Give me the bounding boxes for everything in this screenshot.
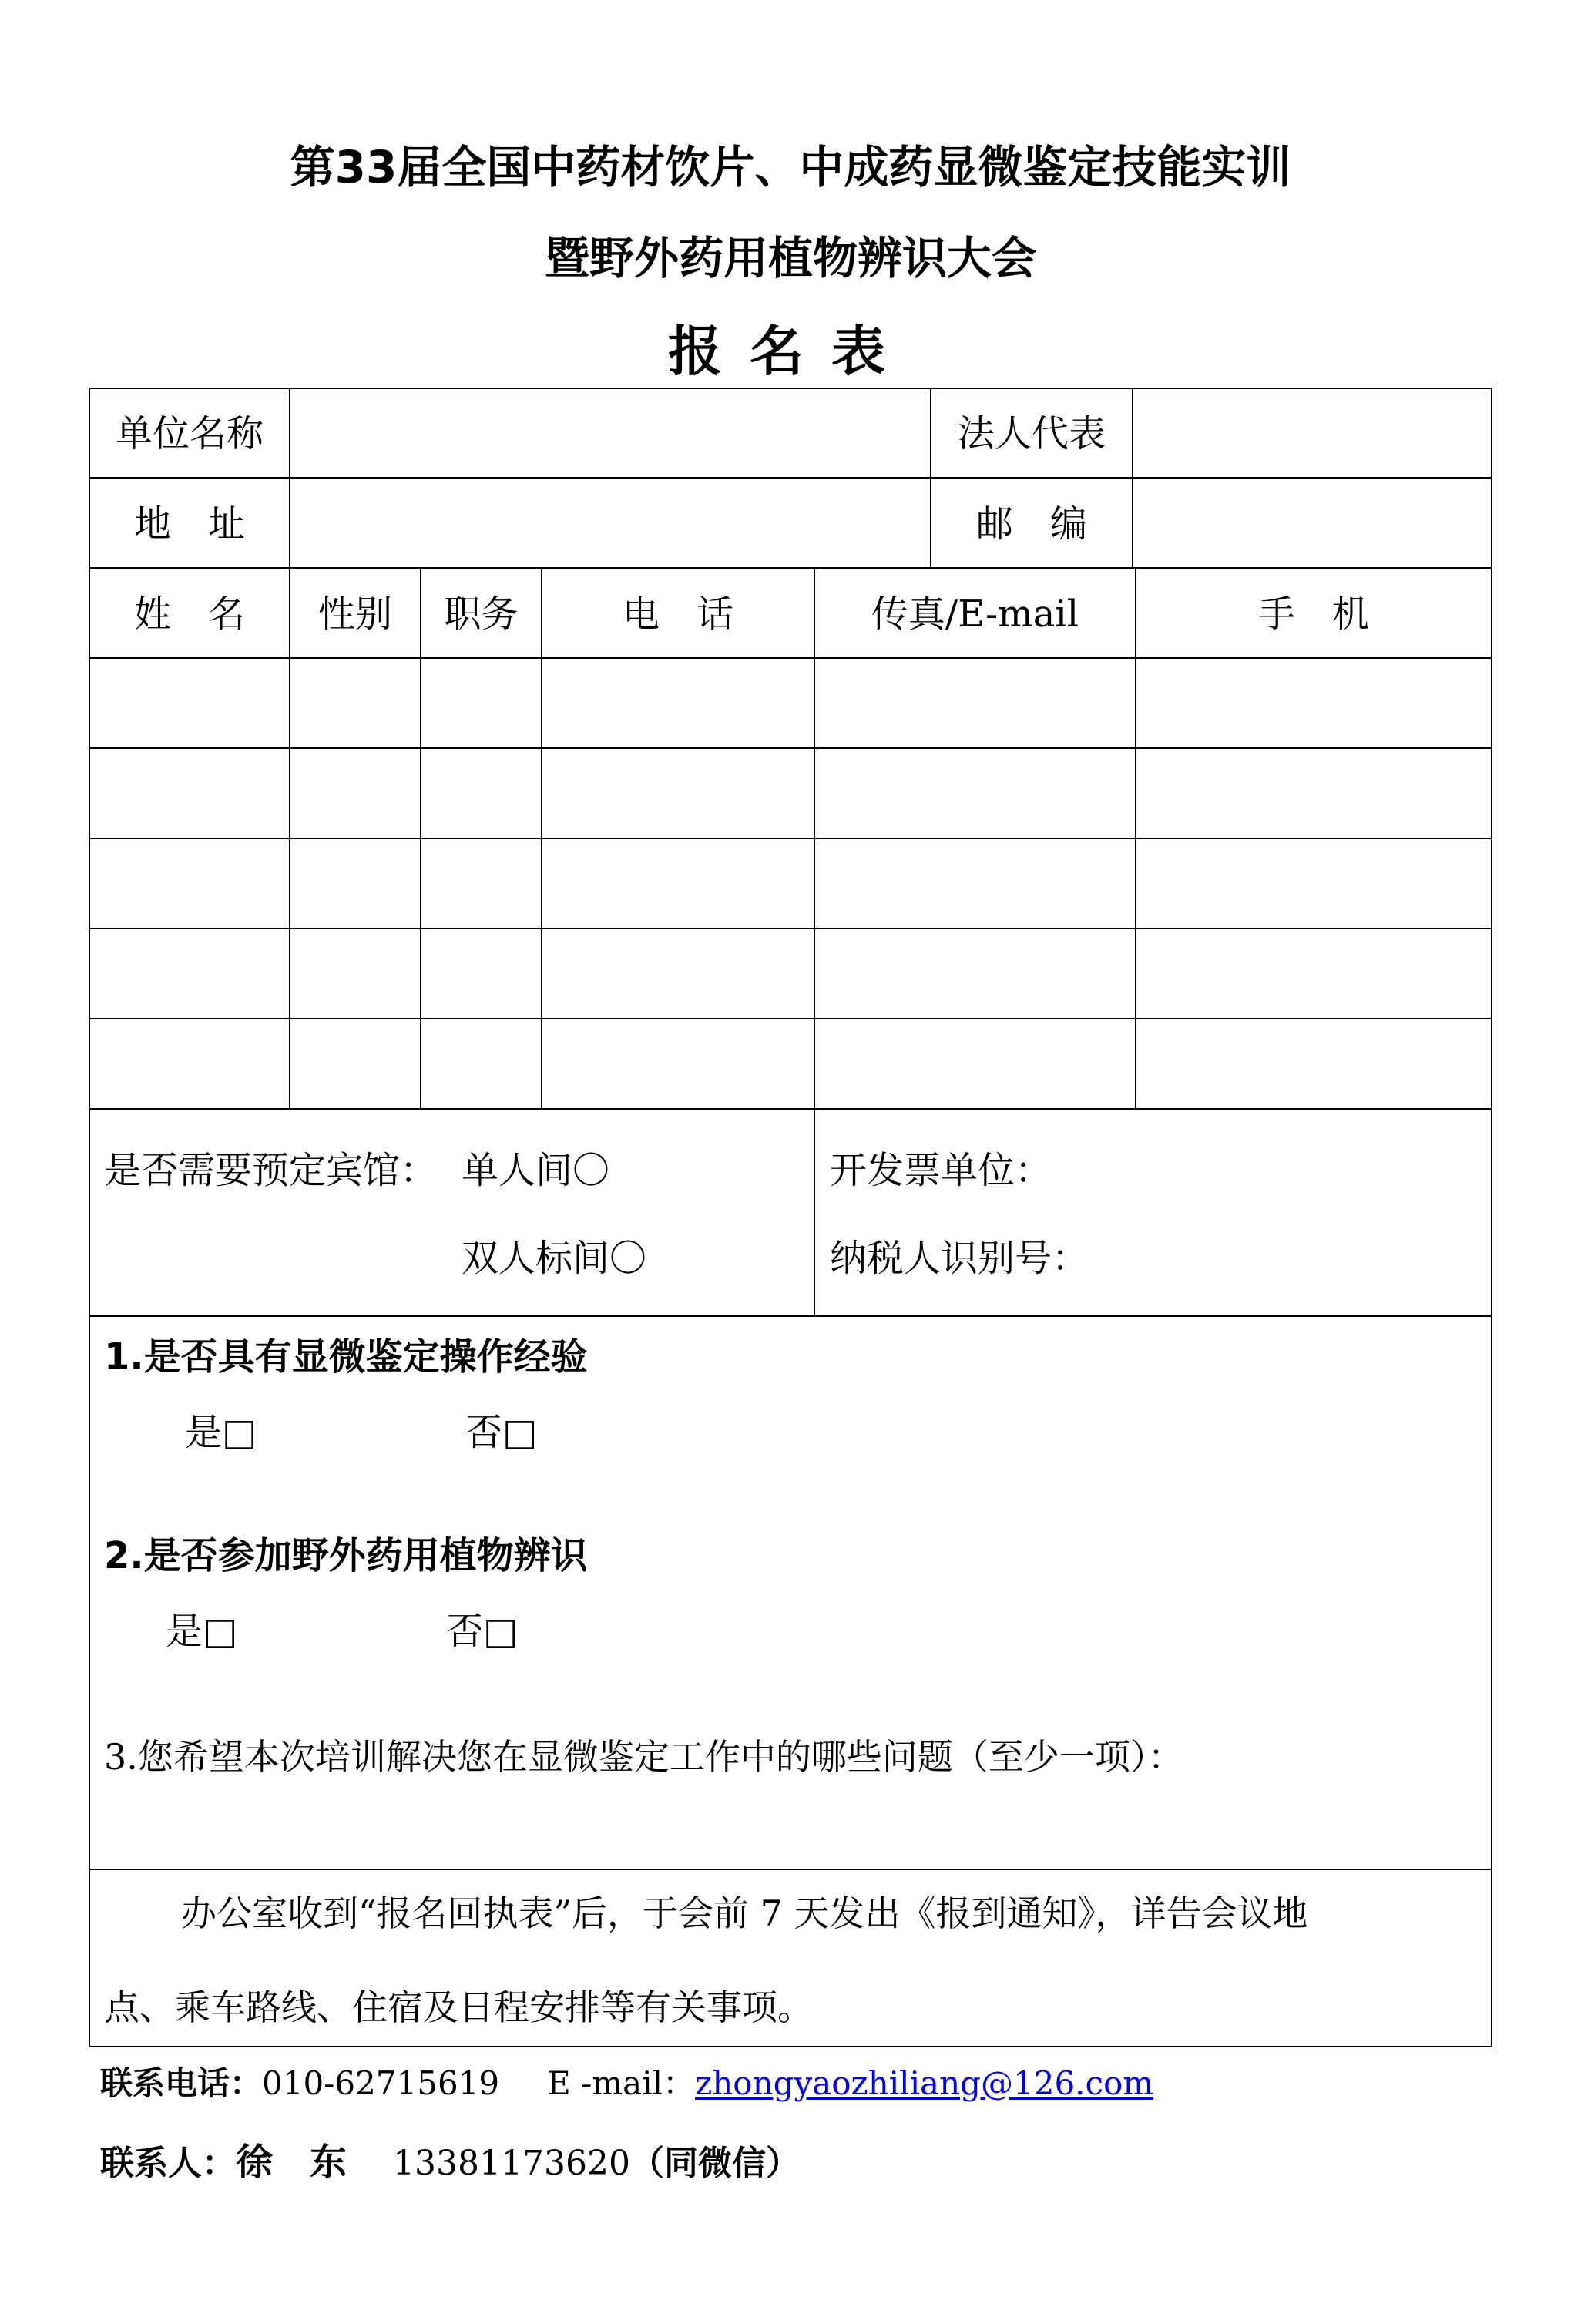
col-divider	[289, 389, 290, 567]
address-label: 地 址	[133, 502, 245, 546]
form-title: 报名表	[668, 320, 913, 383]
q2-no-checkbox[interactable]: 否□	[446, 1610, 519, 1653]
col-header-phone: 电 话	[622, 593, 733, 636]
row-divider	[90, 1315, 1491, 1317]
col-header-position: 职务	[444, 593, 519, 636]
legal-rep-label: 法人代表	[957, 412, 1106, 455]
col-header-gender: 性别	[317, 593, 392, 636]
col-divider	[420, 567, 421, 1108]
phone-label: 联系电话：	[100, 2064, 263, 2102]
question-3: 3.您希望本次培训解决您在显微鉴定工作中的哪些问题（至少一项）：	[104, 1736, 1183, 1778]
contact-label: 联系人：	[100, 2144, 236, 2183]
row-divider	[90, 1869, 1491, 1870]
notice-line-1: 办公室收到“报名回执表”后，于会前 7 天发出《报到通知》，详告会议地	[181, 1892, 1308, 1934]
hotel-single-option[interactable]: 单人间〇	[462, 1149, 610, 1192]
col-divider	[289, 567, 290, 1108]
row-divider	[90, 928, 1491, 929]
col-header-fax-email: 传真/E-mail	[871, 593, 1079, 636]
contact-phone: 13381173620	[393, 2144, 630, 2183]
contact-note: （同微信）	[629, 2144, 800, 2183]
col-divider	[1135, 567, 1136, 1108]
tax-id-label: 纳税人识别号：	[830, 1237, 1089, 1280]
unit-name-label: 单位名称	[115, 412, 264, 455]
row-divider	[90, 657, 1491, 659]
col-divider	[814, 1108, 815, 1315]
postcode-label: 邮 编	[975, 502, 1087, 546]
q1-yes-checkbox[interactable]: 是□	[185, 1411, 257, 1454]
invoice-unit-label: 开发票单位：	[830, 1149, 1052, 1192]
question-2: 2.是否参加野外药用植物辨识	[104, 1534, 588, 1577]
hotel-double-option[interactable]: 双人标间〇	[462, 1237, 647, 1280]
col-header-mobile: 手 机	[1257, 593, 1369, 636]
registration-table	[89, 388, 1492, 2047]
q1-no-checkbox[interactable]: 否□	[465, 1411, 538, 1454]
row-divider	[90, 477, 1491, 479]
hotel-label: 是否需要预定宾馆：	[104, 1149, 438, 1192]
question-1: 1.是否具有显微鉴定操作经验	[104, 1335, 588, 1379]
notice-line-2: 点、乘车路线、住宿及日程安排等有关事项。	[104, 1986, 813, 2028]
col-header-name: 姓 名	[133, 593, 245, 636]
row-divider	[90, 747, 1491, 749]
email-label: E -mail：	[547, 2064, 696, 2102]
page-title-line2: 暨野外药用植物辨识大会	[544, 232, 1036, 284]
contact-name: 徐 东	[236, 2141, 347, 2184]
row-divider	[90, 1018, 1491, 1019]
email-link[interactable]: zhongyaozhiliang@126.com	[695, 2064, 1154, 2102]
col-divider	[814, 567, 815, 1108]
row-divider	[90, 1108, 1491, 1110]
phone-number: 010-62715619	[262, 2064, 500, 2102]
contact-person-line	[100, 2141, 800, 2184]
row-divider	[90, 838, 1491, 839]
contact-phone-line	[100, 2064, 1154, 2102]
col-divider	[1132, 389, 1133, 567]
col-divider	[541, 567, 542, 1108]
q2-yes-checkbox[interactable]: 是□	[166, 1610, 238, 1653]
page-title-line1: 第33届全国中药材饮片、中成药显微鉴定技能实训	[290, 141, 1291, 193]
row-divider	[90, 567, 1491, 569]
